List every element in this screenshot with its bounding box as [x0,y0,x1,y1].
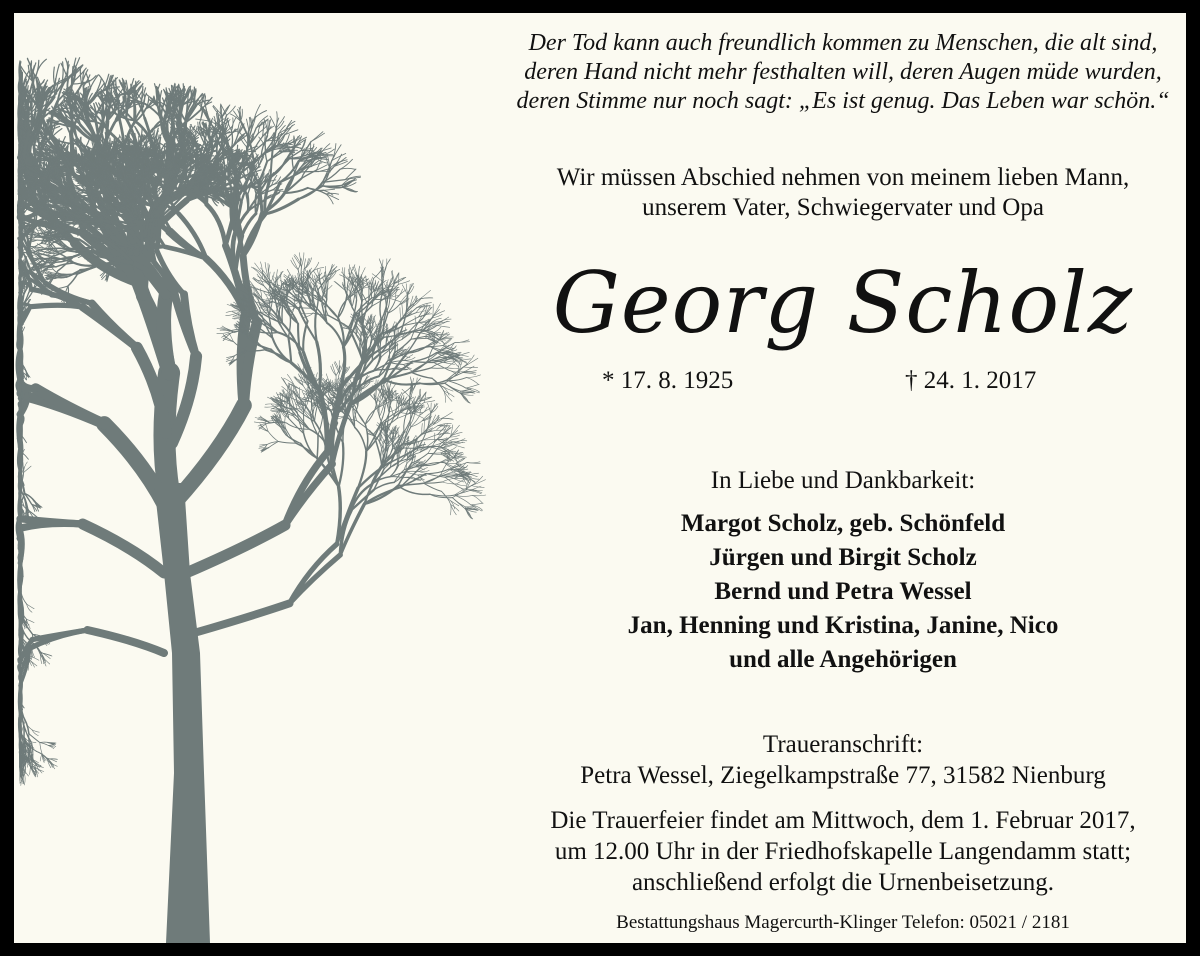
mourner-name: Jürgen und Birgit Scholz [709,544,977,571]
mourner-name: Margot Scholz, geb. Schönfeld [680,510,1006,537]
mourner-name: Bernd und Petra Wessel [714,578,972,605]
life-dates [500,365,1186,397]
quote-line: Der Tod kann auch freundlich kommen zu Menschen, die alt sind, [528,30,1158,56]
deceased-name: Georg Scholz [552,254,1134,352]
quote-line: deren Stimme nur noch sagt: „Es ist genug. Das Leben war schön.“ [516,88,1170,114]
mourners-heading: In Liebe und Dankbarkeit: [710,467,976,494]
mourning-address [500,729,1186,791]
announcement-line: unserem Vater, Schwiegervater und Opa [642,194,1044,221]
service-line: um 12.00 Uhr in der Friedhofskapelle Langendamm statt; [554,838,1132,865]
mourners-list [500,507,1186,677]
death-date: † 24. 1. 2017 [905,367,1037,394]
birth-date: * 17. 8. 1925 [602,367,734,394]
address-value: Petra Wessel, Ziegelkampstraße 77, 31582 Nienburg [580,762,1106,789]
funeral-service-info [500,805,1186,898]
address-label: Traueranschrift: [762,731,924,758]
announcement-text [500,163,1186,223]
funeral-home-footer: Bestattungshaus Magercurth-Klinger Telefon: 05021 / 2181 [616,912,1070,933]
notice-content [500,13,1186,943]
mourner-name: und alle Angehörigen [729,646,957,673]
service-line: Die Trauerfeier findet am Mittwoch, dem 1. Februar 2017, [550,807,1136,834]
service-line: anschließend erfolgt die Urnenbeisetzung. [631,869,1055,896]
notice-paper [14,13,1186,943]
quote-block [500,29,1186,116]
bare-tree-icon [14,13,554,943]
announcement-line: Wir müssen Abschied nehmen von meinem lieben Mann, [556,164,1130,191]
quote-line: deren Hand nicht mehr festhalten will, deren Augen müde wurden, [524,59,1162,85]
mourner-name: Jan, Henning und Kristina, Janine, Nico [627,612,1059,639]
